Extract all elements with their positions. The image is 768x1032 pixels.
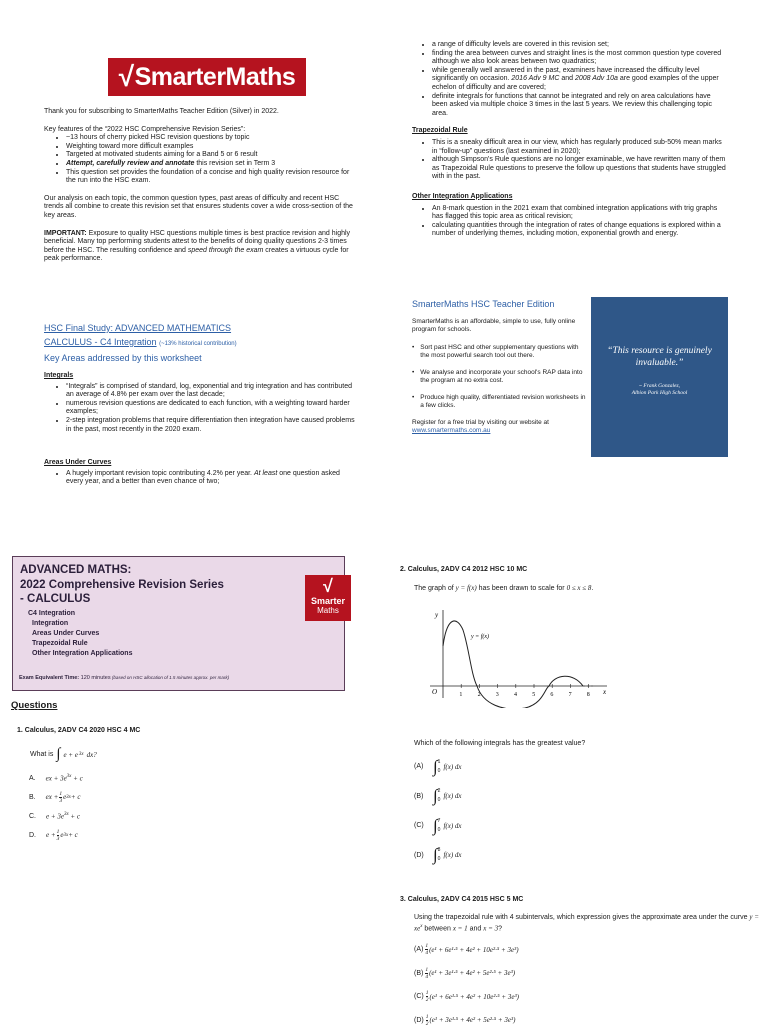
analysis-text: Our analysis on each topic, the common question types, past areas of difficulty and recent HSC trends all combine to create this revision set that ensures students cover a wide cross-section of the key areas. <box>44 195 356 221</box>
list-item: • Attempt, carefully review and annotate this revision set in Term 3 <box>66 160 356 169</box>
list-item: • Weighting toward more difficult examples <box>66 143 356 152</box>
areas-list <box>44 470 356 487</box>
option-b[interactable]: B. ex + $\frac{1}{3}$ e 3x + c <box>29 787 159 807</box>
page-2 <box>0 530 768 1024</box>
x-tick-label: 5 <box>532 692 535 698</box>
option-a[interactable]: A. ex + $3e^{3x} + c$ <box>29 769 159 787</box>
question-1-title: 1. Calculus, 2ADV C4 2020 HSC 4 MC <box>17 727 140 734</box>
smartermaths-logo: √ SmarterMaths <box>108 58 306 96</box>
testimonial-school: Albion Park High School <box>591 390 728 397</box>
list-item: • This is a sneaky difficult area in our view, which has regularly produced sub-50% mean marks in “follow-up” questions (last examined in 2020); <box>432 139 728 156</box>
areas-heading: Areas Under Curves <box>44 459 356 468</box>
question-2-question: Which of the following integrals has the greatest value? <box>414 740 585 747</box>
list-item: • while generally well answered in the past, examiners have increased the difficulty level significantly on occasion. 2016 Adv 9 MC and 2008 Adv 10a are good examples of the upper echelon of difficulty and are covered; <box>432 67 728 93</box>
question-1-prompt: What is ∫ e + e 3x dx? <box>30 746 97 763</box>
study-links <box>44 321 364 365</box>
integrals-heading: Integrals <box>44 372 356 381</box>
topic-item: Trapezoidal Rule <box>28 639 132 649</box>
question-3-prompt: Using the trapezoidal rule with 4 subintervals, which expression gives the approximate area under the curve $y = xe^x$ between x = 1 and x = 3? <box>414 913 760 933</box>
teacher-edition-promo <box>412 299 587 435</box>
list-item: • ~13 hours of cherry picked HSC revision questions by topic <box>66 134 356 143</box>
list-item: • Targeted at motivated students aiming for a Band 5 or 6 result <box>66 151 356 160</box>
question-2-prompt: The graph of y = f(x) has been drawn to scale for 0 ≤ x ≤ 8. <box>414 584 593 592</box>
other-applications-list <box>412 205 728 239</box>
integral-sign-icon: ∫ <box>433 757 438 777</box>
topic-item: Other Integration Applications <box>28 649 132 659</box>
revision-series-banner <box>12 556 345 691</box>
question-3-title: 3. Calculus, 2ADV C4 2015 HSC 5 MC <box>400 896 523 903</box>
integrals-section <box>44 372 356 434</box>
questions-heading: Questions <box>11 700 57 711</box>
x-axis-label: x <box>602 688 607 696</box>
integral-sign-icon: ∫ <box>433 845 438 865</box>
other-applications-heading: Other Integration Applications <box>412 193 728 202</box>
list-item: • An 8-mark question in the 2021 exam that combined integration applications with trig graphs has flagged this topic area as critical revision; <box>432 205 728 222</box>
topic-main: C4 Integration <box>28 609 132 619</box>
left-column <box>44 108 356 264</box>
option-d[interactable]: (D) ∫ 8 0 f(x) dx <box>414 841 462 871</box>
option-b[interactable]: (B) 1 4 (e¹ + 3e¹·⁵ + 4e² + 5e²·⁵ + 3e³) <box>414 962 519 986</box>
option-d[interactable]: D. e + $\frac{1}{3}$ e 3x + c <box>29 825 159 845</box>
right-column <box>412 41 728 239</box>
option-a[interactable]: (A) ∫ 1 0 f(x) dx <box>414 752 462 782</box>
x-tick-label: 4 <box>514 692 517 698</box>
key-features-heading: Key features of the “2022 HSC Comprehensive Revision Series”: <box>44 126 356 135</box>
option-c[interactable]: (C) ∫ 7 0 f(x) dx <box>414 811 462 841</box>
list-item: • a range of difficulty levels are covered in this revision set; <box>432 41 728 50</box>
question-3-options <box>414 938 519 1032</box>
topic-list <box>28 609 132 659</box>
trapezoidal-list <box>412 139 728 182</box>
list-item: • A hugely important revision topic contributing 4.2% per year. At least one question asked every year, and a better than even chance of two; <box>66 470 356 487</box>
trapezoidal-heading: Trapezoidal Rule <box>412 127 728 136</box>
website-link[interactable]: www.smartermaths.com.au <box>412 427 587 435</box>
list-item: • Produce high quality, differentiated revision worksheets in a few clicks. <box>412 394 587 410</box>
list-item: • although Simpson's Rule questions are no longer examinable, we have rewritten many of them as Trapezoidal Rule questions to preserve the follow up questions that students have struggled with in the past. <box>432 156 728 182</box>
question-2-options <box>414 752 462 870</box>
option-c[interactable]: (C) 1 2 (e¹ + 6e¹·⁵ + 4e² + 10e²·⁵ + 3e³) <box>414 985 519 1009</box>
y-axis-label: y <box>434 611 439 619</box>
question-1-options <box>29 769 159 845</box>
x-tick-label: 8 <box>587 692 590 698</box>
areas-section <box>44 459 356 487</box>
link-final-study[interactable]: HSC Final Study: ADVANCED MATHEMATICS <box>44 321 364 335</box>
important-text: IMPORTANT: Exposure to quality HSC questions multiple times is best practice revision and highly beneficial. Many top performing students attest to the benefits of doing quality questions 2-3 times before the HSC. The resulting confidence and speed through the exam creates a virtuous cycle for peak performance. <box>44 230 356 264</box>
exam-time: Exam Equivalent Time: 120 minutes (based on HSC allocation of 1.5 minutes approx. per mark) <box>19 675 229 681</box>
sqrt-icon: √ <box>305 576 351 596</box>
x-tick-label: 2 <box>478 692 481 698</box>
integral-sign-icon: ∫ <box>56 746 60 763</box>
option-a[interactable]: (A) 1 4 (e¹ + 6e¹·⁵ + 4e² + 10e²·⁵ + 3e³) <box>414 938 519 962</box>
list-item: • numerous revision questions are dedicated to each function, with a weighting toward harder examples; <box>66 400 356 417</box>
question-2-title: 2. Calculus, 2ADV C4 2012 HSC 10 MC <box>400 566 527 573</box>
list-item: • definite integrals for functions that cannot be integrated and rely on area calculations have been asked via multiple choice 3 times in the last 5 years. We review this challenging topic area. <box>432 93 728 119</box>
testimonial-quote: “This resource is genuinely invaluable.” <box>599 345 720 369</box>
list-item: • “Integrals” is comprised of standard, log, exponential and trig integration and has contributed an average of 4.8% per exam over the last decade; <box>66 383 356 400</box>
sqrt-icon: √ <box>119 61 134 93</box>
teacher-edition-bullets <box>412 344 587 410</box>
option-c[interactable]: C. $e + 3e^{3x} + c$ <box>29 807 159 825</box>
curve-label: y = f(x) <box>470 633 489 640</box>
key-areas-label: Key Areas addressed by this worksheet <box>44 351 364 365</box>
function-graph <box>425 608 615 708</box>
integral-sign-icon: ∫ <box>433 786 438 806</box>
register-text: Register for a free trial by visiting our website at <box>412 419 587 427</box>
integral-sign-icon: ∫ <box>433 816 438 836</box>
x-tick-label: 1 <box>459 692 462 698</box>
list-item: • 2-step integration problems that require differentiation then integration have caused problems in the past, most recently in the 2020 exam. <box>66 417 356 434</box>
key-features-list <box>44 134 356 186</box>
topic-item: Integration <box>28 619 132 629</box>
list-item: • calculating quantities through the integration of rates of change equations is explored within a number of underlying themes, including motion, exponential growth and energy. <box>432 222 728 239</box>
list-item: • finding the area between curves and straight lines is the most common question type covered although we also look areas between two quadratics; <box>432 50 728 67</box>
x-tick-label: 6 <box>550 692 553 698</box>
intro-text: Thank you for subscribing to SmarterMaths Teacher Edition (Silver) in 2022. <box>44 108 356 117</box>
testimonial-author: ~ Frank Gonzalez, <box>591 383 728 390</box>
curve-fx <box>443 621 583 708</box>
origin-label: O <box>432 688 437 696</box>
option-b[interactable]: (B) ∫ 2 0 f(x) dx <box>414 782 462 812</box>
teacher-edition-heading: SmarterMaths HSC Teacher Edition <box>412 299 587 309</box>
topic-item: Areas Under Curves <box>28 629 132 639</box>
list-item: • Sort past HSC and other supplementary questions with the most powerful search tool out there. <box>412 344 587 360</box>
smartermaths-badge: √ Smarter Maths <box>305 575 351 621</box>
list-item: • This question set provides the foundation of a concise and high quality revision resource for the run into the HSC exam. <box>66 169 356 186</box>
areas-continued-list <box>412 41 728 118</box>
list-item: • We analyse and incorporate your school's RAP data into the program at no extra cost. <box>412 369 587 385</box>
teacher-edition-intro: SmarterMaths is an affordable, simple to use, fully online program for schools. <box>412 318 587 334</box>
x-tick-label: 3 <box>496 692 499 698</box>
link-calculus[interactable]: CALCULUS - C4 Integration (~13% historical contribution) <box>44 335 364 351</box>
banner-title: ADVANCED MATHS: 2022 Comprehensive Revision Series - CALCULUS <box>20 563 224 607</box>
x-tick-label: 7 <box>569 692 572 698</box>
integrals-list <box>44 383 356 435</box>
testimonial-panel <box>591 297 728 457</box>
option-d[interactable]: (D) 1 2 (e¹ + 3e¹·⁵ + 4e² + 5e²·⁵ + 3e³) <box>414 1009 519 1032</box>
